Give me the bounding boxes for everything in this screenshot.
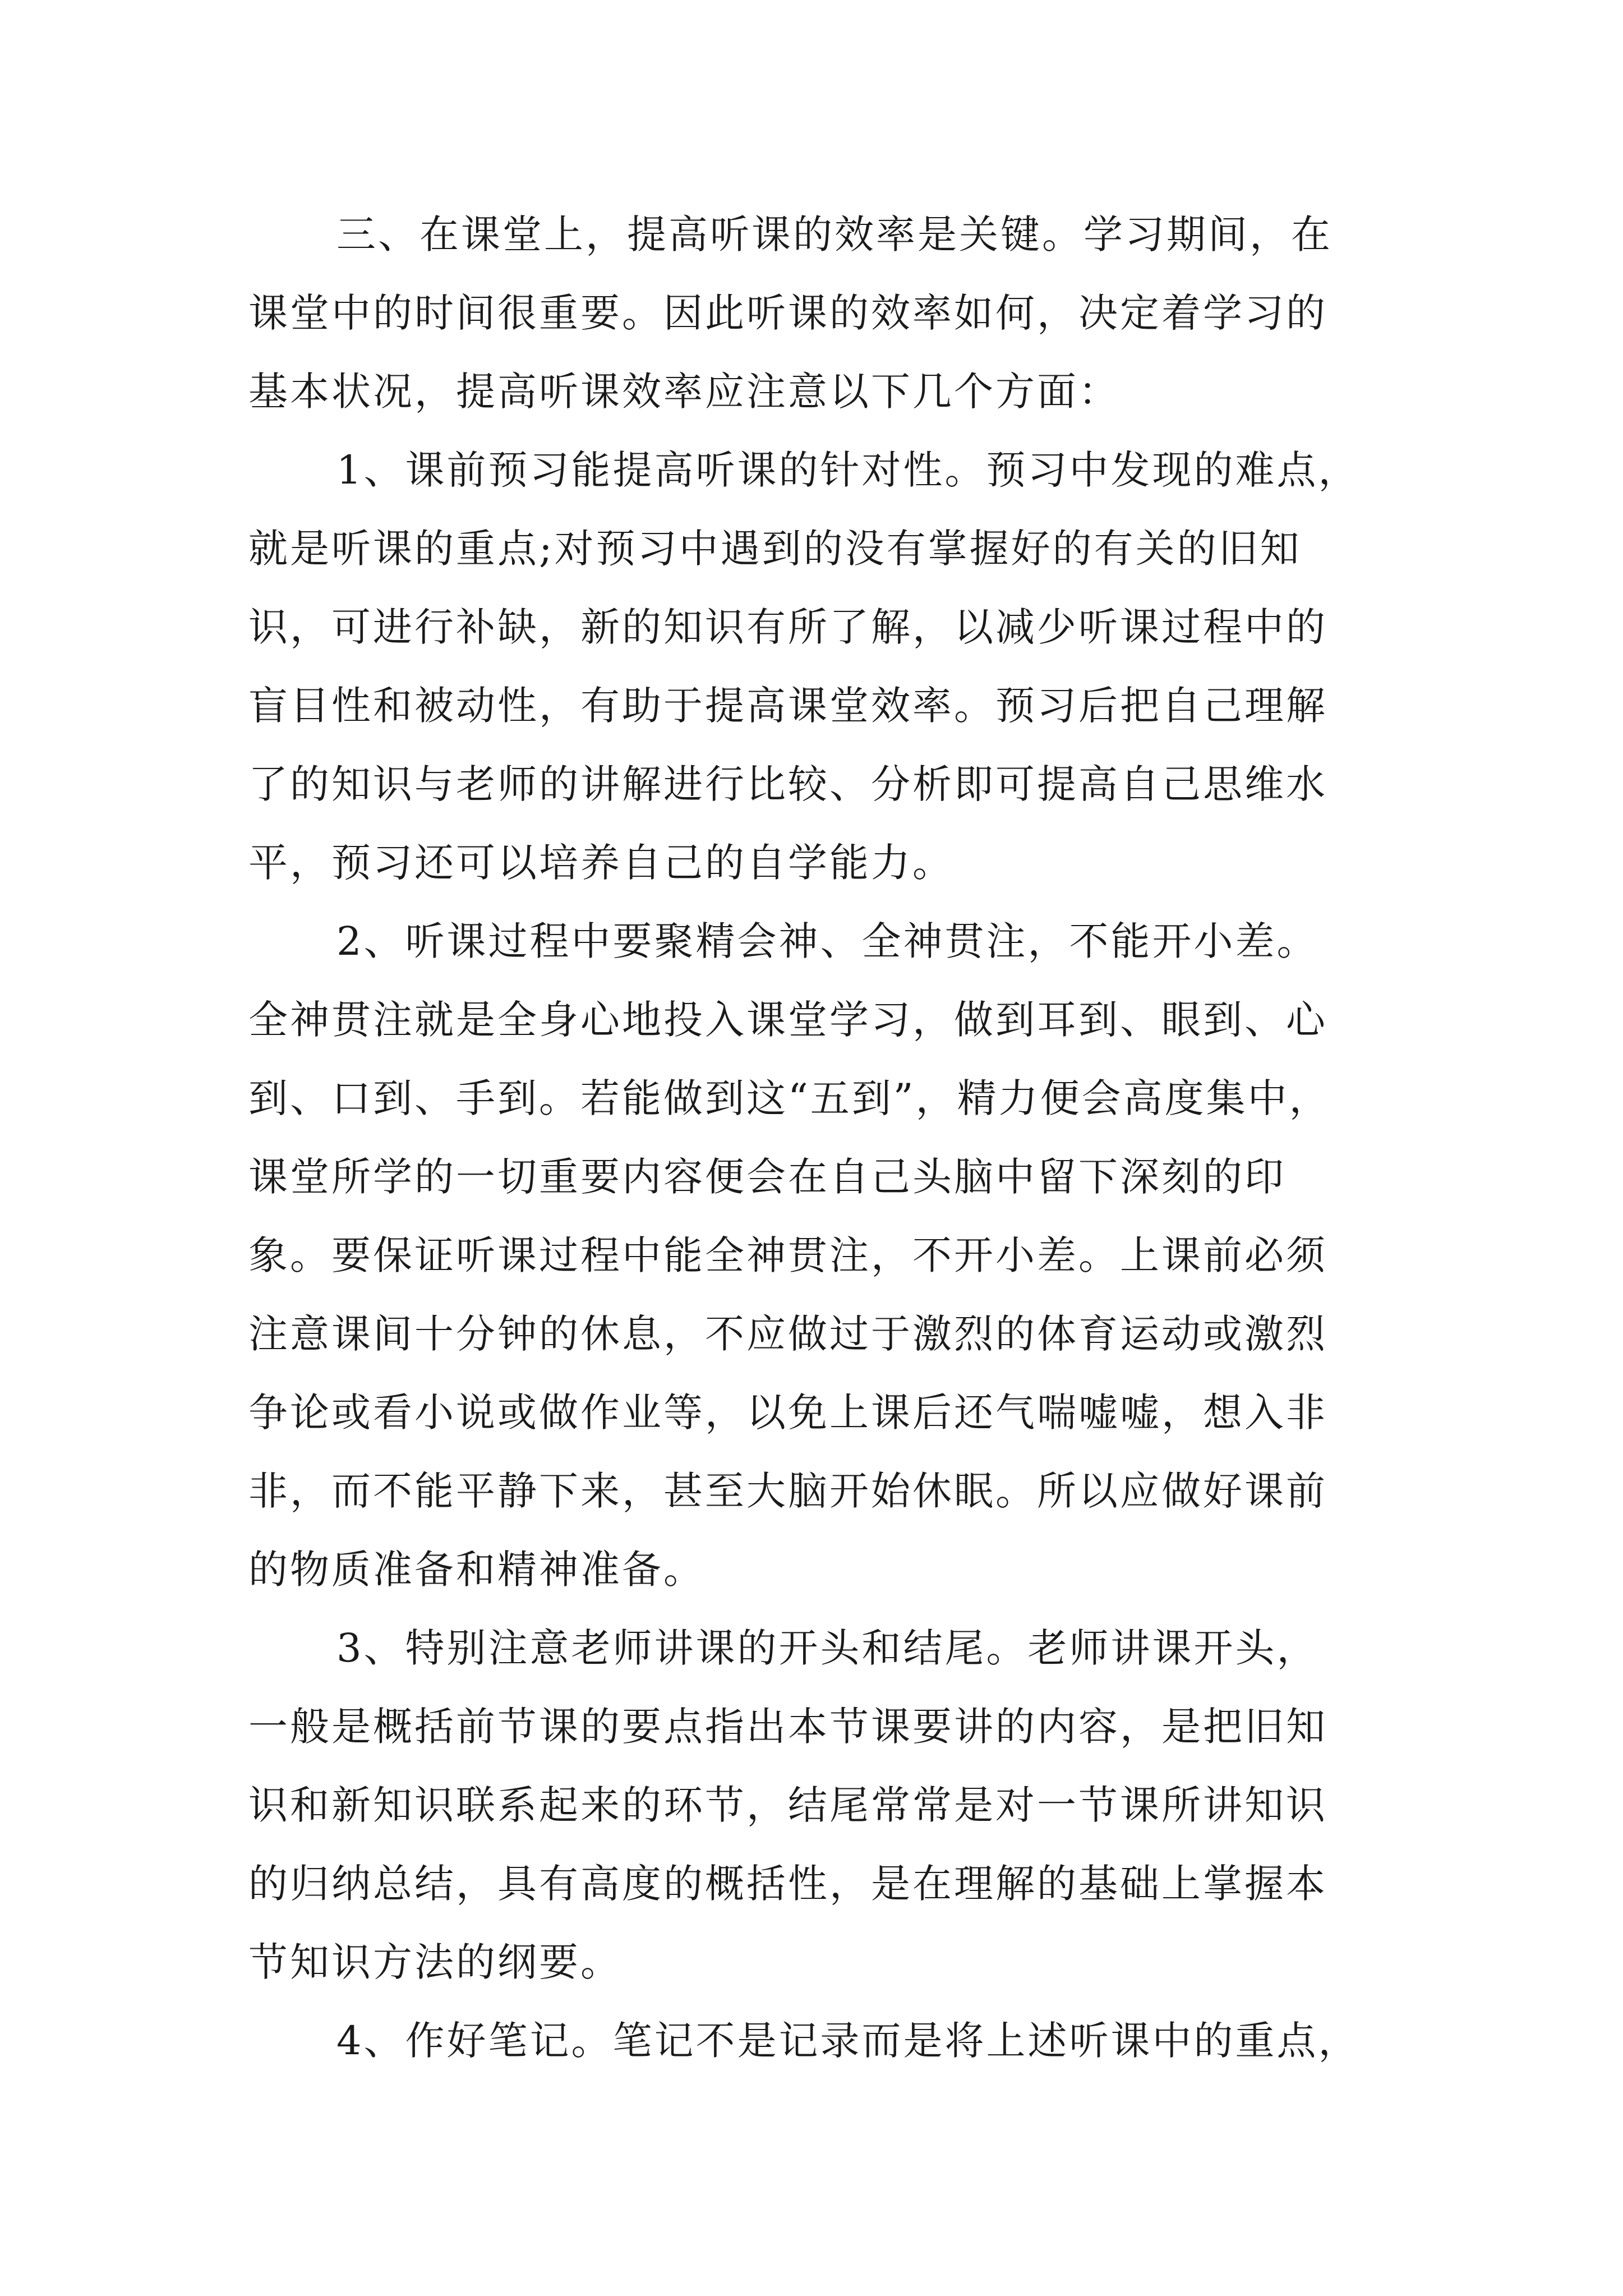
text-line-16: 争论或看小说或做作业等，以免上课后还气喘嘘嘘，想入非 [248,1389,1327,1435]
text-line-24: 4、作好笔记。笔记不是记录而是将上述听课中的重点， [336,2018,1360,2064]
text-line-11: 全神贯注就是全身心地投入课堂学习，做到耳到、眼到、心 [248,997,1327,1043]
text-line-4: 1、课前预习能提高听课的针对性。预习中发现的难点， [336,447,1360,493]
text-line-3: 基本状况，提高听课效率应注意以下几个方面： [248,369,1120,415]
text-line-2: 课堂中的时间很重要。因此听课的效率如何，决定着学习的 [248,290,1327,336]
text-line-13: 课堂所学的一切重要内容便会在自己头脑中留下深刻的印 [248,1154,1286,1200]
text-line-21: 识和新知识联系起来的环节，结尾常常是对一节课所讲知识 [248,1782,1327,1828]
text-line-18: 的物质准备和精神准备。 [248,1547,705,1593]
text-line-19: 3、特别注意老师讲课的开头和结尾。老师讲课开头， [336,1625,1318,1671]
text-line-12: 到、口到、手到。若能做到这“五到”，精力便会高度集中， [248,1075,1331,1121]
text-line-15: 注意课间十分钟的休息，不应做过于激烈的体育运动或激烈 [248,1311,1327,1357]
text-line-9: 平，预习还可以培养自己的自学能力。 [248,840,954,886]
text-line-1: 三、在课堂上，提高听课的效率是关键。学习期间，在 [336,211,1332,257]
text-line-23: 节知识方法的纲要。 [248,1939,622,1985]
text-line-17: 非，而不能平静下来，甚至大脑开始休眠。所以应做好课前 [248,1468,1327,1514]
text-line-5: 就是听课的重点;对预习中遇到的没有掌握好的有关的旧知 [248,526,1302,572]
text-line-10: 2、听课过程中要聚精会神、全神贯注，不能开小差。 [336,918,1318,964]
text-line-6: 识，可进行补缺，新的知识有所了解，以减少听课过程中的 [248,604,1327,650]
text-line-7: 盲目性和被动性，有助于提高课堂效率。预习后把自己理解 [248,683,1327,729]
text-line-20: 一般是概括前节课的要点指出本节课要讲的内容，是把旧知 [248,1704,1327,1750]
text-line-14: 象。要保证听课过程中能全神贯注，不开小差。上课前必须 [248,1232,1327,1278]
text-line-8: 了的知识与老师的讲解进行比较、分析即可提高自己思维水 [248,761,1327,807]
text-line-22: 的归纳总结，具有高度的概括性，是在理解的基础上掌握本 [248,1861,1327,1907]
